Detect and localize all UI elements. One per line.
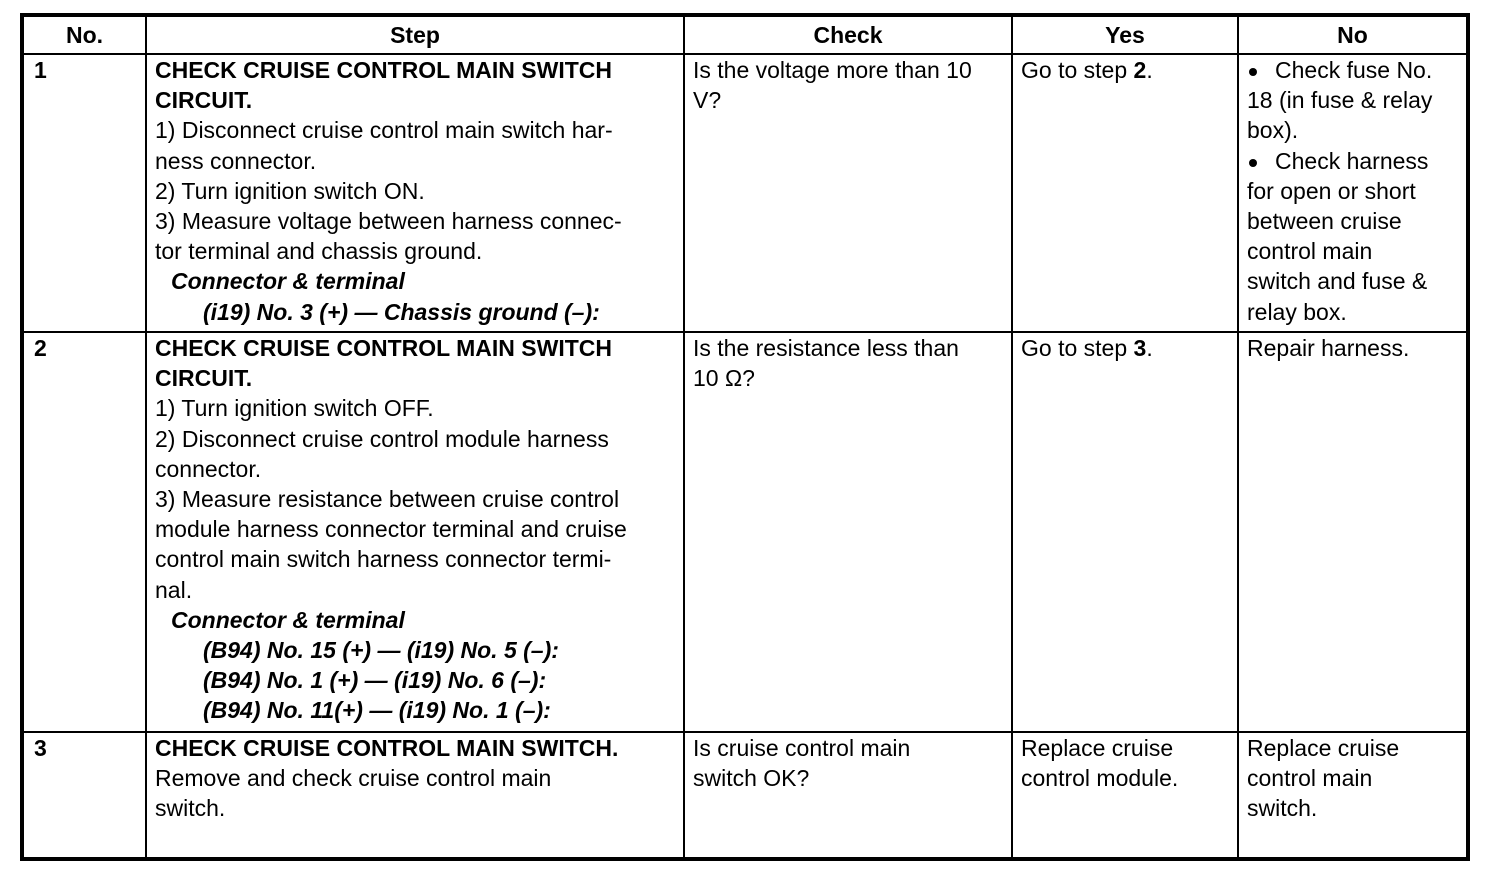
step-line: connector. [155,455,262,482]
step-line: 3) Measure voltage between harness connec- [155,208,622,235]
check-line: Is the resistance less than [693,335,959,361]
step-line: 2) Turn ignition switch ON. [155,177,425,204]
yes-line: Replace cruise [1021,735,1174,761]
connector-terminal-heading: Connector & terminal [171,268,405,295]
header-check: Check [684,15,1012,54]
step-title: CHECK CRUISE CONTROL MAIN SWITCH. [155,735,619,761]
check-line: Is the voltage more than 10 [693,57,972,83]
step-cell [146,54,684,332]
step-title-cont: CIRCUIT. [155,87,253,114]
step-line: 1) Turn ignition switch OFF. [155,395,434,422]
no-line: between cruise [1247,208,1402,235]
bullet-icon [1247,146,1275,176]
check-cell [684,54,1012,332]
step-number: 3 [22,732,146,859]
step-line: tor terminal and chassis ground. [155,238,483,265]
step-line: 2) Disconnect cruise control module harness [155,425,609,452]
yes-cell [1012,54,1238,332]
no-line: control main [1247,238,1373,265]
no-line: switch and fuse & [1247,268,1428,295]
step-line: control main switch harness connector termi- [155,546,612,573]
step-line: 3) Measure resistance between cruise control [155,486,620,513]
yes-text: Go to step [1021,57,1134,83]
no-line: 18 (in fuse & relay [1247,87,1433,114]
step-title: CHECK CRUISE CONTROL MAIN SWITCH [155,57,613,83]
connector-terminal-spec: (i19) No. 3 (+) — Chassis ground (–): [203,298,600,325]
step-line: nal. [155,576,193,603]
check-line: 10 Ω? [693,365,755,392]
step-line: ness connector. [155,147,317,174]
connector-terminal-spec: (B94) No. 15 (+) — (i19) No. 5 (–): [203,637,559,664]
check-line: V? [693,87,722,114]
step-title: CHECK CRUISE CONTROL MAIN SWITCH [155,335,613,361]
no-line: relay box. [1247,298,1347,325]
yes-cell [1012,332,1238,732]
step-cell [146,332,684,732]
no-bullet-item [1247,146,1460,176]
header-step: Step [146,15,684,54]
no-cell [1238,54,1468,332]
no-line: Check fuse No. [1275,57,1433,83]
table-row [22,332,1468,732]
bullet-icon [1247,55,1275,85]
step-line: module harness connector terminal and cruise [155,516,627,543]
no-line: for open or short [1247,177,1416,204]
no-line: box). [1247,117,1299,144]
step-cell [146,732,684,859]
step-number: 1 [22,54,146,332]
diagnostic-table [20,13,1470,861]
step-number: 2 [22,332,146,732]
check-cell [684,732,1012,859]
yes-step-ref: 2 [1133,57,1147,83]
check-line: switch OK? [693,765,810,792]
check-line: Is cruise control main [693,735,911,761]
check-cell [684,332,1012,732]
yes-line: control module. [1021,765,1179,792]
no-line: Repair harness. [1247,335,1410,361]
step-line: Remove and check cruise control main [155,765,552,792]
connector-terminal-spec: (B94) No. 1 (+) — (i19) No. 6 (–): [203,667,547,694]
step-line: 1) Disconnect cruise control main switch har- [155,117,613,144]
no-cell [1238,332,1468,732]
connector-terminal-heading: Connector & terminal [171,606,405,633]
no-cell [1238,732,1468,859]
yes-text: Go to step [1021,335,1134,361]
step-title-cont: CIRCUIT. [155,365,253,392]
yes-suffix: . [1146,335,1153,361]
connector-terminal-spec: (B94) No. 11(+) — (i19) No. 1 (–): [203,697,551,724]
table-row [22,732,1468,859]
table-row [22,54,1468,332]
no-bullet-item [1247,55,1460,85]
step-line: switch. [155,795,226,822]
header-yes: Yes [1012,15,1238,54]
yes-suffix: . [1146,57,1153,83]
header-no: No. [22,15,146,54]
yes-cell [1012,732,1238,859]
no-line: Check harness [1275,147,1429,174]
yes-step-ref: 3 [1133,335,1147,361]
no-line: control main [1247,765,1373,792]
no-line: Replace cruise [1247,735,1400,761]
header-row [22,15,1468,54]
no-line: switch. [1247,795,1318,822]
header-no-col: No [1238,15,1468,54]
